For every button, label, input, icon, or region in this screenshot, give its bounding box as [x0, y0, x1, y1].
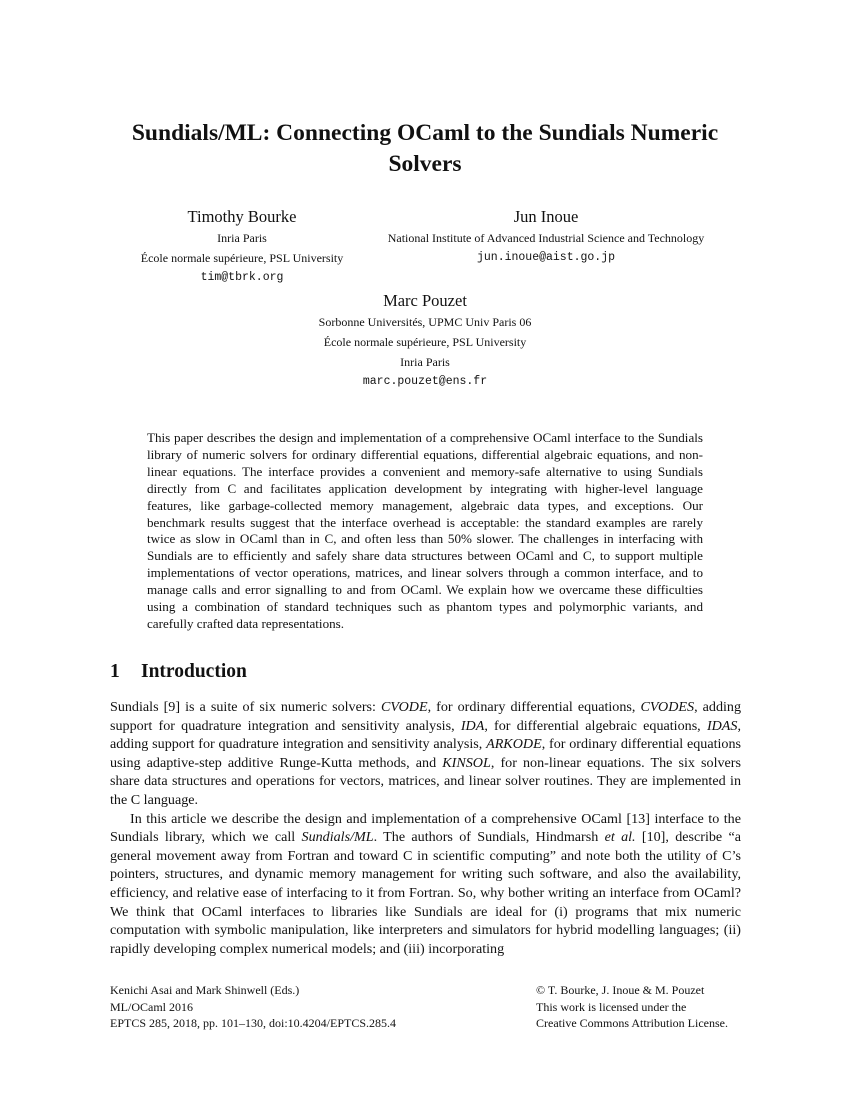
- text-run: , adding support for quadrature integration and sensitivity analysis,: [110, 699, 742, 734]
- text-run: , for ordinary differential equations using adaptive-step additive Runge-Kutta methods, and: [110, 736, 741, 771]
- author-affiliation: Inria Paris: [217, 231, 267, 245]
- emphasis-text: ARKODE: [486, 736, 542, 753]
- author-block: [275, 290, 575, 392]
- footer-line: Creative Commons Attribution License.: [536, 1016, 728, 1030]
- author-name: Marc Pouzet: [383, 291, 467, 310]
- footer-line: ML/OCaml 2016: [110, 999, 193, 1014]
- author-affiliation: École normale supérieure, PSL University: [140, 251, 344, 265]
- author-email[interactable]: tim@tbrk.org: [200, 271, 284, 284]
- section-number: 1: [110, 661, 120, 682]
- footer-line: © T. Bourke, J. Inoue & M. Pouzet: [536, 983, 705, 997]
- emphasis-text: IDAS: [706, 717, 738, 734]
- emphasis-text: CVODES: [640, 699, 695, 715]
- paper-title: Sundials/ML: Connecting OCaml to the Sundials Numeric Solvers: [131, 120, 719, 177]
- text-run: , for ordinary differential equations,: [427, 699, 641, 715]
- text-run: . The authors of Sundials, Hindmarsh: [373, 829, 605, 846]
- emphasis-text: IDA: [460, 717, 485, 734]
- emphasis-text: KINSOL: [442, 754, 491, 771]
- author-block: [387, 206, 705, 268]
- text-run: , adding support for quadrature integration and sensitivity analysis,: [110, 717, 741, 753]
- footer-line: This work is licensed under the: [536, 999, 687, 1014]
- text-run: Sundials [9] is a suite of six numeric solvers:: [110, 699, 381, 715]
- section-heading: [110, 659, 247, 685]
- footer-venue: [110, 982, 470, 1032]
- text-run: , for differential algebraic equations,: [484, 717, 707, 734]
- text-run: , for non-linear equations. The six solvers share data structures and operations for vectors, matrices, and linear solver routines. They are implemented in the C language.: [110, 754, 741, 808]
- author-name: Timothy Bourke: [187, 207, 297, 226]
- footer-line: EPTCS 285, 2018, pp. 101–130, doi:10.4204/EPTCS.285.4: [110, 1016, 397, 1030]
- section-title: Introduction: [141, 661, 247, 682]
- author-affiliation: École normale supérieure, PSL University: [323, 335, 527, 349]
- text-run: In this article we describe the design and implementation of a comprehensive OCaml [13] interface to the Sundials library, which we call: [110, 810, 741, 846]
- author-affiliation: National Institute of Advanced Industrial Science and Technology: [387, 231, 705, 245]
- author-name: Jun Inoue: [513, 207, 579, 226]
- emphasis-text: Sundials/ML: [301, 829, 374, 846]
- author-affiliation: Sorbonne Universités, UPMC Univ Paris 06: [318, 315, 532, 329]
- footer-line: Kenichi Asai and Mark Shinwell (Eds.): [110, 983, 300, 997]
- author-block: [92, 206, 392, 288]
- text-run: [10], describe “a general movement away from Fortran and toward C in scientific computing” and note both the utility of C’s pointers, structures, and dynamic memory management for writing such software, and also the availability, efficiency, and relative ease of interfacing to it from Fortran. So, why bother writing an interface from OCaml? We think that OCaml interfaces to libraries like Sundials are ideal for (i) programs that mix numeric computation with symbolic manipulation, like interpreters and simulators for hybrid modelling languages; (ii) rapidly developing complex numerical models; and (iii) incorporating: [110, 829, 741, 957]
- emphasis-text: CVODE: [381, 699, 428, 715]
- body-text: [110, 698, 741, 958]
- paragraph: [110, 810, 741, 959]
- paragraph: [110, 698, 741, 810]
- abstract: This paper describes the design and implementation of a comprehensive OCaml interface to the Sundials library of numeric solvers for ordinary differential equations, differential algebraic equations, and non-linear equations. The interface provides a convenient and memory-safe alternative to using Sundials directly from C and facilitates application development by integrating with higher-level language features, like garbage-collected memory management, algebraic data types, and exceptions. Our benchmark results suggest that the interface overhead is acceptable: the standard examples are rarely twice as slow in OCaml than in C, and often less than 50% slower. The challenges in interfacing with Sundials are to efficiently and safely share data structures between OCaml and C, to support multiple implementations of vector operations, matrices, and linear solvers through a common interface, and to manage calls and error signalling to and from OCaml. We explain how we overcame these difficulties using a combination of standard techniques such as phantom types and polymorphic variants, and carefully crafted data representations.: [147, 430, 703, 631]
- footer-license: [536, 982, 766, 1032]
- author-affiliation: Inria Paris: [400, 355, 450, 369]
- emphasis-text: et al.: [604, 829, 636, 846]
- author-email[interactable]: marc.pouzet@ens.fr: [362, 375, 488, 388]
- author-email[interactable]: jun.inoue@aist.go.jp: [476, 251, 616, 264]
